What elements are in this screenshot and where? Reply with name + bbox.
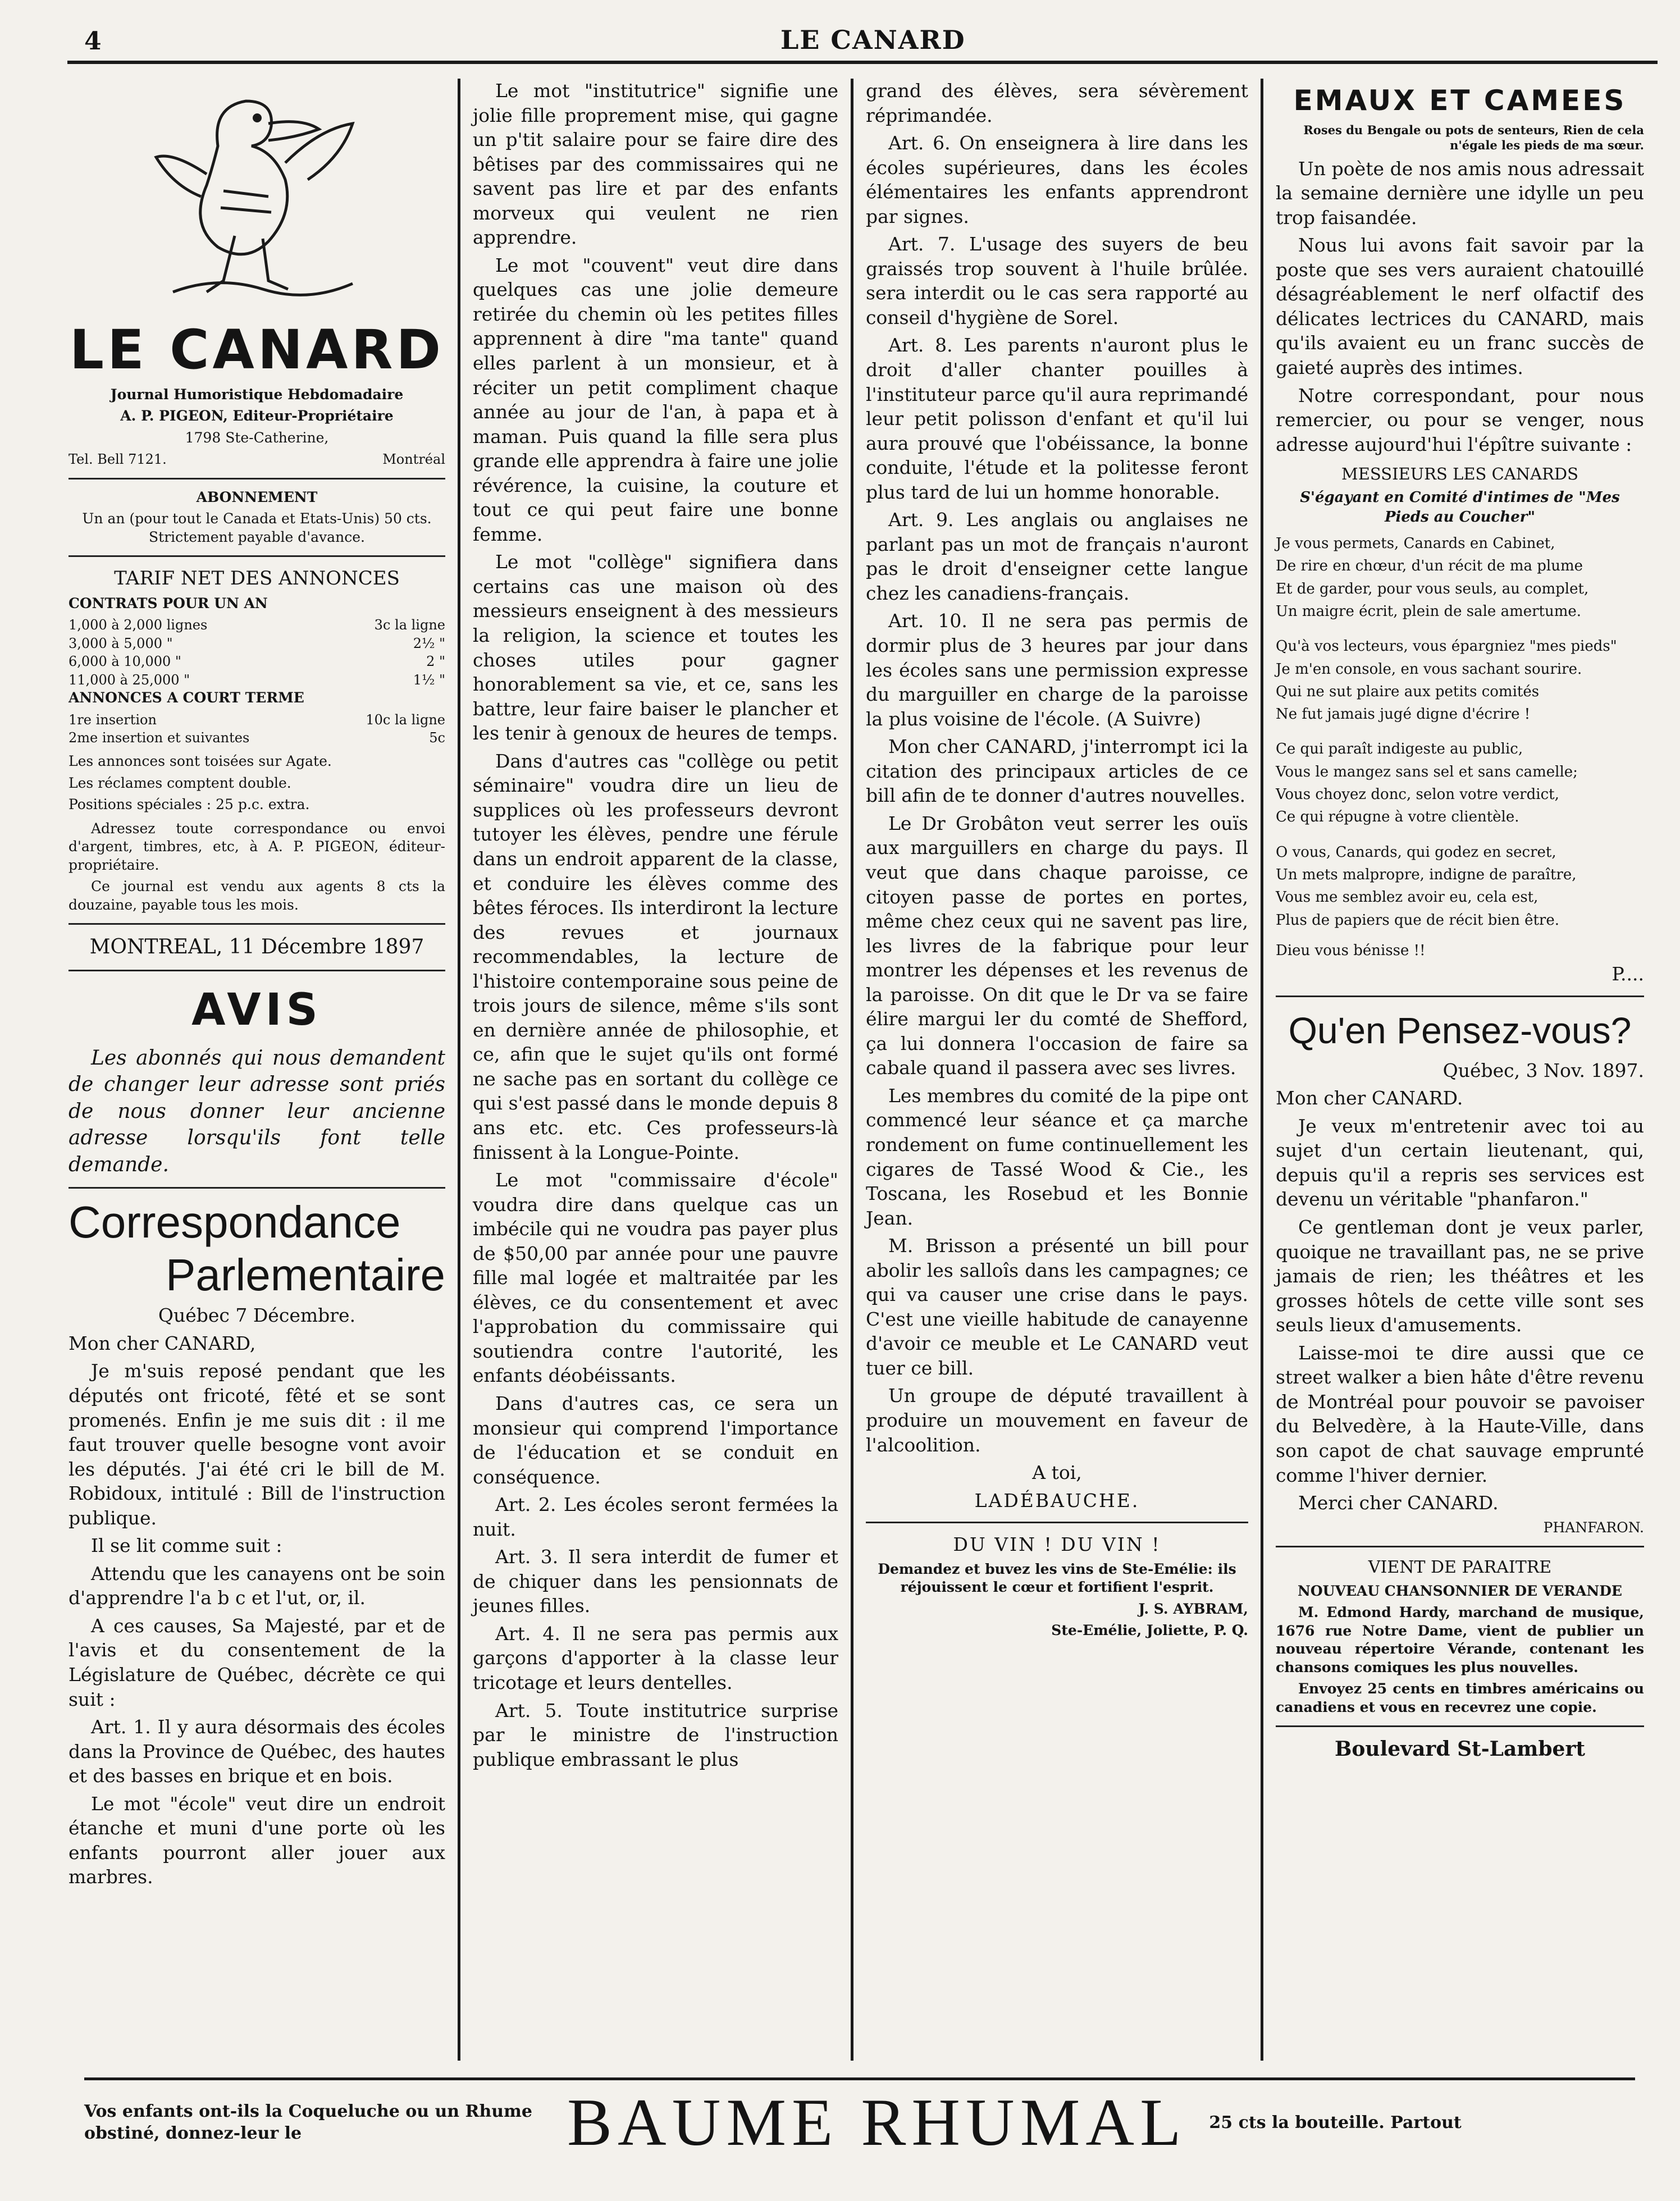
poem-line: De rire en chœur, d'un récit de ma plume — [1276, 558, 1583, 575]
wine-ad-text: Demandez et buvez les vins de Ste-Emélie: ils réjouissent le cœur et fortifient l'esprit. — [878, 1560, 1236, 1596]
divider — [1276, 996, 1644, 997]
paragraph: Art. 1. Il y aura désormais des écoles dans la Province de Québec, des hautes et des basses en brique et en bois. — [69, 1716, 445, 1787]
masthead-subtitle: Journal Humoristique Hebdomadaire — [110, 386, 404, 403]
poem-line: Plus de papiers que de récit bien être. — [1276, 911, 1559, 929]
divider — [69, 923, 445, 925]
wine-ad-name: J. S. AYBRAM, — [1138, 1600, 1248, 1617]
header-rule — [67, 61, 1658, 64]
rates-note: Positions spéciales : 25 p.c. extra. — [69, 796, 310, 813]
subscription-text: Un an (pour tout le Canada et Etats-Unis) 50 cts. Strictement payable d'avance. — [82, 510, 432, 545]
epigraph: Roses du Bengale ou pots de senteurs, Rien de cela n'égale les pieds de ma sœur. — [1303, 123, 1644, 153]
paragraph: Dans d'autres cas "collège ou petit séminaire" voudra dire un lieu de supplices où les professeurs devront tutoyer les élèves, pendre une férule dans un endroit apparent de la classe, et conduire les élèves comme des bêtes féroces. Ils interdiront la lecture des revues et journaux recommendables, la lecture de l'histoire contemporaine sous peine de trois jours de silence, même s'ils sont en dernière année de philosophie, et ce, afin que le sujet qu'ils ont formé ne sache pas en sortant du collège ce qui s'est passé dans le monde depuis 8 ans etc. etc. Ces professeurs-là finissent à la Longue-Pointe. — [473, 750, 838, 1163]
paragraph: Art. 9. Les anglais ou anglaises ne parlant pas un mot de français n'auront pas le droit d'enseigner cette langue chez les canadiens-français. — [866, 509, 1248, 604]
vient-subtitle: NOUVEAU CHANSONNIER DE VERANDE — [1298, 1582, 1622, 1599]
paragraph: Il se lit comme suit : — [91, 1535, 282, 1557]
signoff: A toi, — [1032, 1462, 1082, 1484]
rates-note: Les réclames comptent double. — [69, 774, 291, 791]
poem — [1276, 532, 1644, 931]
poem-line: Je vous permets, Canards en Cabinet, — [1276, 535, 1555, 552]
columns — [56, 79, 1656, 2061]
address-note: Adressez toute correspondance ou envoi d'argent, timbres, etc, à A. P. PIGEON, éditeur-propriétaire. — [69, 820, 445, 873]
rate-row: 1re insertion 10c la ligne — [69, 711, 445, 728]
poem-closing: Dieu vous bénisse !! — [1276, 942, 1426, 959]
signature: LADÉBAUCHE. — [974, 1489, 1140, 1512]
paragraph: Un groupe de député travaillent à produire un mouvement en faveur de l'alcoolition. — [866, 1385, 1248, 1456]
paragraph: Notre correspondant, pour nous remercier, ou pour se venger, nous adresse aujourd'hui l'épître suivante : — [1276, 384, 1644, 455]
paragraph: Laisse-moi te dire aussi que ce street walker a bien hâte d'être revenu de Montréal pour pouvoir se pavoiser du Belvedère, à la Haute-Ville, dans son capot de chat sauvage emprunté comme l'hiver dernier. — [1276, 1341, 1644, 1486]
quen-salutation: Mon cher CANARD. — [1276, 1087, 1463, 1109]
paragraph: Le mot "école" veut dire un endroit étanche et muni d'une porte où les enfants pourront aller jouer aux marbres. — [69, 1792, 445, 1888]
column-3 — [853, 79, 1263, 2061]
rate-row: 11,000 à 25,000 " 1½ " — [69, 672, 445, 688]
poem-line: Ce qui paraît indigeste au public, — [1276, 741, 1523, 758]
poem-line: Un mets malpropre, indigne de paraître, — [1276, 866, 1577, 883]
rate-row: 1,000 à 2,000 lignes 3c la ligne — [69, 617, 445, 633]
paragraph: Art. 10. Il ne sera pas permis de dormir plus de 3 heures par jour dans les écoles sans une permission expresse du marguiller en charge de la paroisse la plus voisine de l'école. (A Suivre) — [866, 610, 1248, 730]
banner-product: BAUME RHUMAL — [567, 2085, 1187, 2159]
poem-line: Vous choyez donc, selon votre verdict, — [1276, 786, 1559, 803]
short-term-heading: ANNONCES A COURT TERME — [69, 689, 304, 706]
masthead-title: LE CANARD — [69, 318, 445, 381]
poem-line: Ne fut jamais jugé digne d'écrire ! — [1276, 706, 1531, 723]
column-4 — [1263, 79, 1656, 2061]
subscription-heading: ABONNEMENT — [196, 488, 318, 505]
paragraph: Un poète de nos amis nous adressait la semaine dernière une idylle un peu trop faisandée. — [1276, 157, 1644, 229]
poem-line: Vous me semblez avoir eu, cela est, — [1276, 889, 1539, 906]
quen-dateline: Québec, 3 Nov. 1897. — [1442, 1059, 1644, 1081]
emaux-title: EMAUX ET CAMEES — [1293, 84, 1627, 117]
agents-note: Ce journal est vendu aux agents 8 cts la douzaine, payable tous les mois. — [69, 878, 445, 913]
poem-signature: P.... — [1611, 963, 1644, 985]
divider — [69, 970, 445, 971]
canard-illustration — [150, 79, 364, 309]
quen-signature: PHANFARON. — [1543, 1519, 1644, 1536]
paragraph: grand des élèves, sera sévèrement réprimandée. — [866, 80, 1248, 126]
banner-right-text: 25 cts la bouteille. Partout — [1209, 2112, 1462, 2132]
paragraph: Je m'suis reposé pendant que les députés ont fricoté, fêté et se sont promenés. Enfin je me suis dit : il me faut trouver quelle besogne vont avoir les députés. J'ai été cri le bill de M. Robidoux, intitulé : Bill de l'instruction publique. — [69, 1360, 445, 1529]
paragraph: Les membres du comité de la pipe ont commencé leur séance et ça marche rondement on fume continuellement les cigares de Tassé Wood & Cie., les Toscana, les Rosebud et les Bonnie Jean. — [866, 1084, 1248, 1229]
issue-dateline: MONTREAL, 11 Décembre 1897 — [89, 935, 424, 959]
divider — [1276, 1725, 1644, 1727]
divider — [866, 1522, 1248, 1523]
paragraph: Ce gentleman dont je veux parler, quoique ne travaillant pas, ne se prive jamais de rien; les théâtres et les grosses hôtels de cette ville sont ses seuls lieux d'amusements. — [1276, 1216, 1644, 1336]
paragraph: Merci cher CANARD. — [1298, 1492, 1499, 1514]
paragraph: Le mot "commissaire d'école" voudra dire dans quelque cas un imbécile qui ne voudra pas payer plus de $50,00 par année pour une pauvre fille mal logée et maltraitée par les élèves, ce du consentement et avec l'approbation du commissaire qui soutiendra contre l'autorité, les enfants déobéissants. — [473, 1169, 838, 1387]
paragraph: Nous lui avons fait savoir par la poste que ses vers auraient chatouillé désagréablement le nerf olfactif des délicates lectrices du CANARD, mais qu'ils avaient eu un franc succès de gaieté auprès des intimes. — [1276, 234, 1644, 378]
footer-name: Boulevard St-Lambert — [1334, 1737, 1586, 1761]
column-1 — [56, 79, 460, 2061]
publisher-address: 1798 Ste-Catherine, — [185, 429, 329, 446]
divider — [69, 478, 445, 480]
poem-subheading: S'égayant en Comité d'intimes de "Mes Pieds au Coucher" — [1300, 489, 1620, 526]
paragraph: Dans d'autres cas, ce sera un monsieur qui comprend l'importance de l'éducation et se conduit en conséquence. — [473, 1392, 838, 1488]
phone: Tel. Bell 7121. — [69, 451, 167, 468]
divider — [69, 1187, 445, 1189]
rate-row: 3,000 à 5,000 " 2½ " — [69, 635, 445, 651]
running-title: LE CANARD — [780, 25, 966, 55]
divider — [69, 555, 445, 557]
contracts-heading: CONTRATS POUR UN AN — [69, 595, 268, 611]
paragraph: Le mot "collège" signifiera dans certains cas une maison où des messieurs enseignent à des messieurs la religion, la science et toutes les choses utiles pour gagner honorablement sa vie, et ce, sans les battre, leur faire baiser le plancher et les tenir à genoux de heures de temps. — [473, 551, 838, 745]
paragraph: Le mot "institutrice" signifie une jolie fille proprement mise, qui gagne un p'tit salaire pour se faire dire des bêtises par des commissaires qui ne savent pas lire et par des enfants morveux qui veulent ne rien apprendre. — [473, 80, 838, 249]
vient-title: VIENT DE PARAITRE — [1368, 1558, 1552, 1578]
paragraph: Art. 3. Il sera interdit de fumer et de chiquer dans les pensionnats de jeunes filles. — [473, 1546, 838, 1617]
rates-heading: TARIF NET DES ANNONCES — [114, 567, 400, 590]
correspondance-title: Correspondance — [69, 1197, 401, 1248]
paragraph: Art. 4. Il ne sera pas permis aux garçons d'apporter à la classe leur tricotage et leurs dentelles. — [473, 1622, 838, 1693]
paragraph: Art. 2. Les écoles seront fermées la nuit. — [473, 1494, 838, 1540]
rates-note: Les annonces sont toisées sur Agate. — [69, 753, 332, 770]
poem-line: Un maigre écrit, plein de sale amertume. — [1276, 602, 1582, 620]
poem-line: Je m'en console, en vous sachant sourire. — [1276, 660, 1582, 678]
banner-left-text: Vos enfants ont-ils la Coqueluche ou un Rhume obstiné, donnez-leur le — [84, 2102, 532, 2143]
poem-line: Qui ne sut plaire aux petits comités — [1276, 683, 1540, 700]
poem-line: O vous, Canards, qui godez en secret, — [1276, 843, 1556, 861]
avis-text: Les abonnés qui nous demandent de changer leur adresse sont priés de nous donner leur ancienne adresse lorsqu'ils font telle demande. — [69, 1046, 445, 1176]
paragraph: Je veux m'entretenir avec toi au sujet d'un certain lieutenant, qui, depuis qu'il a repris ses services est devenu un véritable "phanfaron." — [1276, 1115, 1644, 1211]
paragraph: Le Dr Grobâton veut serrer les ouïs aux marguillers en charge du pays. Il veut que dans chaque paroisse, ce citoyen passe de portes en portes, même chez ceux qui ne savent pas lire, les livres de la fabrique pour leur montrer les dépenses et les revenus de la paroisse. On dit que le Dr va se faire élire margui ler du comté de Shefford, ça lui donnera l'occasion de faire sa cabale quand il passera avec ses livres. — [866, 812, 1248, 1079]
paragraph: Attendu que les canayens ont be soin d'apprendre l'a b c et l'ut, or, il. — [69, 1562, 445, 1609]
paragraph: Art. 5. Toute institutrice surprise par le ministre de l'instruction publique embrassant le plus — [473, 1699, 838, 1770]
contract-rates — [69, 616, 445, 689]
city: Montréal — [382, 451, 445, 468]
paragraph: M. Brisson a présenté un bill pour abolir les salloîs dans les campagnes; ce qui va causer une crise dans le pays. C'est une vieille habitude de canayenne d'avoir ce meuble et Le CANARD veut tuer ce bill. — [866, 1235, 1248, 1379]
quen-title: Qu'en Pensez-vous? — [1288, 1009, 1632, 1051]
poem-heading: MESSIEURS LES CANARDS — [1341, 464, 1578, 484]
correspondance-dateline: Québec 7 Décembre. — [158, 1304, 356, 1327]
page-number: 4 — [84, 27, 102, 56]
vient-text: Envoyez 25 cents en timbres américains ou canadiens et vous en recevrez une copie. — [1276, 1681, 1644, 1715]
rate-row: 6,000 à 10,000 " 2 " — [69, 654, 445, 670]
vient-text: M. Edmond Hardy, marchand de musique, 1676 rue Notre Dame, vient de publier un nouveau répertoire Vérande, contenant les chansons comiques les plus nouvelles. — [1276, 1604, 1644, 1675]
rate-row: 2me insertion et suivantes 5c — [69, 729, 445, 746]
paragraph: Le mot "couvent" veut dire dans quelques cas une jolie demeure retirée du chemin où les petites filles apprennent à dire "ma tante" quand elles parlent à un monsieur, et à réciter un petit compliment chaque année au jour de l'an, à papa et à maman. Puis quand la fille sera plus grande elle apprendra à faire une jolie révérence, la cuisine, la couture et tout ce qui peut faire une bonne femme. — [473, 254, 838, 545]
paragraph: Art. 8. Les parents n'auront plus le droit d'aller chanter pouilles à l'instituteur parce qu'il aura reprimandé leur petit polisson d'enfant et qu'il lui aura prouvé que l'obéissance, la bonne conduite, l'étude et la politesse feront plus tard de lui un homme honorable. — [866, 334, 1248, 503]
poem-line: Ce qui répugne à votre clientèle. — [1276, 809, 1519, 826]
paragraph: A ces causes, Sa Majesté, par et de l'avis et du consentement de la Législature de Québec, décrète ce qui suit : — [69, 1614, 445, 1710]
bottom-advert-banner — [84, 2077, 1635, 2165]
paragraph: Mon cher CANARD, j'interrompt ici la citation des principaux articles de ce bill afin de te donner d'autres nouvelles. — [866, 736, 1248, 807]
canard-eye-icon — [253, 113, 262, 122]
poem-line: Qu'à vos lecteurs, vous épargniez "mes pieds" — [1276, 638, 1617, 655]
paragraph: Art. 7. L'usage des suyers de beu graissés trop souvent à l'huile brûlée. sera interdit ou le cas sera rapporté au conseil d'hygiène de Sorel. — [866, 233, 1248, 328]
correspondance-salutation: Mon cher CANARD, — [69, 1332, 256, 1354]
wine-ad-title: DU VIN ! DU VIN ! — [953, 1533, 1161, 1556]
contact-row — [69, 450, 445, 468]
wine-ad-place: Ste-Emélie, Joliette, P. Q. — [1051, 1622, 1248, 1639]
avis-title: AVIS — [191, 984, 322, 1035]
paragraph: Art. 6. On enseignera à lire dans les écoles supérieures, dans les écoles élémentaires les enfants apprendront par signes. — [866, 132, 1248, 227]
publisher: A. P. PIGEON, Editeur-Propriétaire — [120, 408, 394, 424]
divider — [1276, 1546, 1644, 1547]
column-2 — [460, 79, 853, 2061]
poem-line: Et de garder, pour vous seuls, au complet, — [1276, 580, 1589, 597]
poem-line: Vous le mangez sans sel et sans camelle; — [1276, 763, 1578, 780]
parlementaire-title: Parlementaire — [165, 1250, 445, 1300]
